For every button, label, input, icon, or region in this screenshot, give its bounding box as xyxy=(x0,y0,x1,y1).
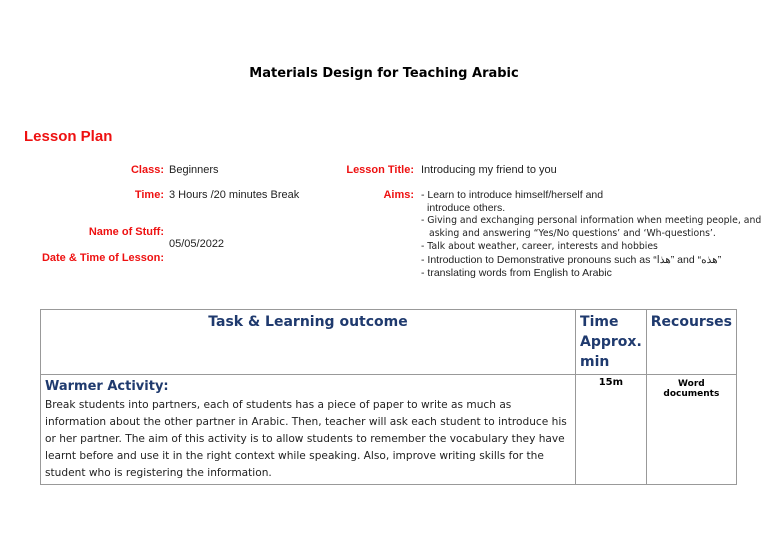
aim-item: - Learn to introduce himself/herself and xyxy=(421,189,604,201)
header-time: Time Approx. min xyxy=(576,310,647,375)
activity-time: 15m xyxy=(576,375,647,485)
aim-item: - Introduction to Demonstrative pronouns such as “هذا” and “هذه” xyxy=(421,254,722,266)
name-of-stuff-label: Name of Stuff: xyxy=(88,226,164,238)
activity-description: Break students into partners, each of students has a piece of paper to write as much as information about the other partner in Arabic. Then, teacher will ask each student to introduce his or her partner. The aim of this activity is to allow students to remember the vocabulary they have learnt before and use it in the right context while speaking. Also, improve writing skills for the student who is registering the information. xyxy=(45,399,567,479)
aim-item: - Giving and exchanging personal information when meeting people, and xyxy=(421,215,762,226)
aim-item: asking and answering “Yes/No questions’ and ‘Wh-questions’. xyxy=(429,228,716,239)
time-label: Time: xyxy=(134,189,164,201)
document-title: Materials Design for Teaching Arabic xyxy=(249,66,519,81)
lesson-title-label: Lesson Title: xyxy=(346,164,414,176)
aim-item: introduce others. xyxy=(427,202,506,214)
class-value: Beginners xyxy=(169,164,219,176)
section-title: Lesson Plan xyxy=(24,128,113,145)
activity-title: Warmer Activity: xyxy=(45,379,169,394)
aim-item: - translating words from English to Arabic xyxy=(421,267,612,279)
table-header-row xyxy=(41,310,737,375)
date-time-label: Date & Time of Lesson: xyxy=(41,252,164,264)
aim-item: - Talk about weather, career, interests and hobbies xyxy=(421,241,658,252)
header-task: Task & Learning outcome xyxy=(41,310,576,375)
table-row xyxy=(41,375,737,485)
lesson-title-value: Introducing my friend to you xyxy=(421,164,557,176)
activity-resources: Word documents xyxy=(646,375,736,485)
time-value: 3 Hours /20 minutes Break xyxy=(169,189,300,201)
lesson-table xyxy=(40,309,737,485)
class-label: Class: xyxy=(130,164,164,176)
aims-label: Aims: xyxy=(383,189,414,201)
header-resources: Recourses xyxy=(646,310,736,375)
date-value: 05/05/2022 xyxy=(169,238,225,250)
